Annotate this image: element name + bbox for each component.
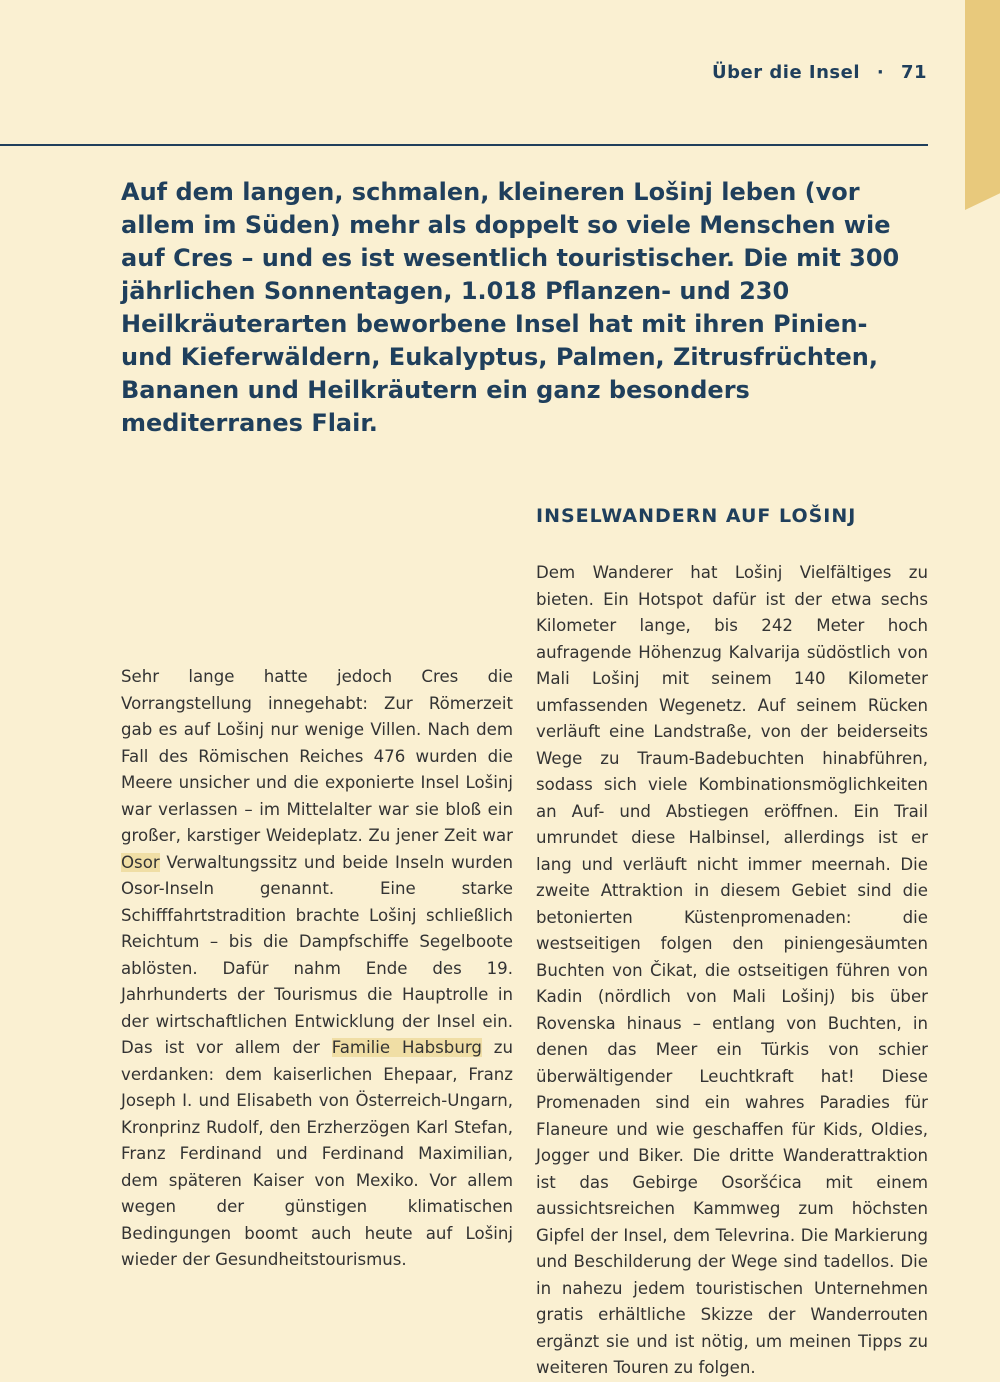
osor-link[interactable]: Osor bbox=[121, 852, 160, 872]
left-text-part1: Sehr lange hatte jedoch Cres die Vorrangstellung innegehabt: Zur Römerzeit gab es auf Lošinj nur wenige Villen. Nach dem Fall des Römischen Reiches 476 wurden die Meere unsicher und die exponierte Insel Lošinj war verlassen – im Mittelalter war sie bloß ein großer, karstiger Weideplatz. Zu jener Zeit war bbox=[121, 667, 513, 845]
lead-paragraph: Auf dem langen, schmalen, kleineren Lošinj leben (vor allem im Süden) mehr als doppelt so viele Menschen wie auf Cres – und es ist wesentlich touristischer. Die mit 300 jährlichen Sonnentagen, 1.018 Pflanzen- und 230 Heilkräuterarten beworbene Insel hat mit ihren Pinien- und Kieferwäldern, Eukalyptus, Palmen, Zitrusfrüchten, Bananen und Heilkräutern ein ganz besonders mediterranes Flair. bbox=[121, 178, 900, 437]
left-text-part2: Verwaltungssitz und beide Inseln wurden Osor-Inseln genannt. Eine starke Schifffahrtstradition brachte Lošinj schließlich Reichtum – bis die Dampfschiffe Segelboote ablösten. Dafür nahm Ende des 19. Jahrhunderts der Tourismus die Hauptrolle in der wirtschaftlichen Entwicklung der Insel ein. Das ist vor allem der bbox=[121, 852, 513, 1057]
left-column-text bbox=[121, 664, 513, 1274]
chapter-tab bbox=[965, 0, 1000, 210]
left-text-part3: zu verdanken: dem kaiserlichen Ehepaar, Franz Joseph I. und Elisabeth von Österreich-Ungarn, Kronprinz Rudolf, den Erzherzögen Karl Stefan, Franz Ferdinand und Ferdinand Maximilian, dem späteren Kaiser von Mexiko. Vor allem wegen der günstigen klimatischen Bedingungen boomt auch heute auf Lošinj wieder der Gesundheitstourismus. bbox=[121, 1038, 513, 1269]
section-heading: INSELWANDERN AUF LOŠINJ bbox=[536, 505, 857, 527]
page-number: 71 bbox=[900, 62, 927, 83]
familie-habsburg-link[interactable]: Familie Habsburg bbox=[331, 1038, 482, 1057]
right-column-text: Dem Wanderer hat Lošinj Vielfältiges zu bieten. Ein Hotspot dafür ist der etwa sechs Kilometer lange, bis 242 Meter hoch aufragende Höhenzug Kalvarija südöstlich von Mali Lošinj mit seinem 140 Kilometer umfassenden Wegenetz. Auf seinem Rücken verläuft eine Landstraße, von der beiderseits Wege zu Traum-Badebuchten hinabführen, sodass sich viele Kombinationsmöglichkeiten an Auf- und Abstiegen eröffnen. Ein Trail umrundet diese Halbinsel, allerdings ist er lang und verläuft nicht immer meernah. Die zweite Attraktion in diesem Gebiet sind die betonierten Küstenpromenaden: die westseitigen folgen den piniengesäumten Buchten von Čikat, die ostseitigen führen von Kadin (nördlich von Mali Lošinj) bis über Rovenska hinaus – entlang von Buchten, in denen das Meer ein Türkis von schier überwältigender Leuchtkraft hat! Diese Promenaden sind ein wahres Paradies für Flaneure und wie geschaffen für Kids, Oldies, Jogger und Biker. Die dritte Wanderattraktion ist das Gebirge Osoršćica mit einem aussichtsreichen Kammweg zum höchsten Gipfel der Insel, dem Televrina. Die Markierung und Beschilderung der Wege sind tadellos. Die in nahezu jedem touristischen Unternehmen gratis erhältliche Skizze der Wanderrouten ergänzt sie und ist nötig, um meinen Tipps zu weiteren Touren zu folgen. bbox=[536, 563, 928, 1377]
running-header bbox=[712, 62, 927, 83]
header-separator: · bbox=[876, 62, 885, 83]
section-title: Über die Insel bbox=[712, 62, 861, 83]
header-rule bbox=[0, 144, 928, 146]
